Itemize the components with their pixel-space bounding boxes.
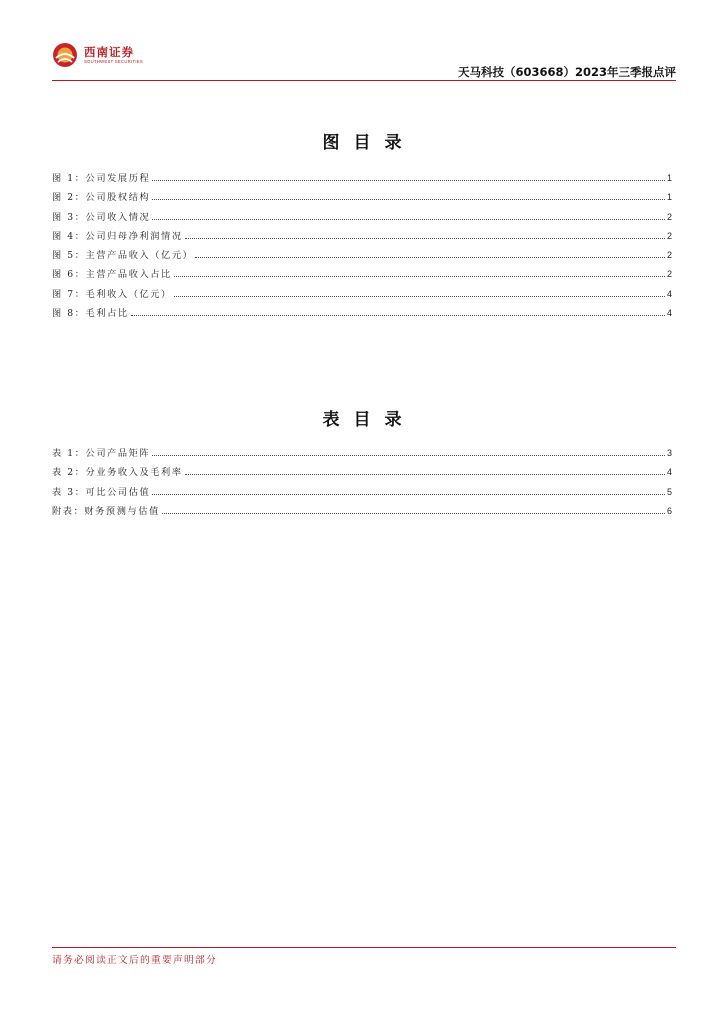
table-toc-entry[interactable] [52,445,672,464]
tables-toc-heading: 表目录 [322,410,416,430]
dot-leader [152,218,665,220]
toc-page-number: 4 [666,308,672,319]
dot-leader [131,314,665,316]
figure-toc-entry[interactable] [52,286,672,305]
toc-entry-label: 表 3：可比公司估值 [52,486,151,498]
toc-page-number: 1 [666,173,672,183]
figure-toc-entry[interactable] [52,209,672,228]
toc-entry-label: 图 5：主营产品收入（亿元） [52,250,194,262]
toc-page-number: 1 [666,192,672,203]
logo-english-name: SOUTHWEST SECURITIES [84,58,143,64]
disclaimer-note: 请务必阅读正文后的重要声明部分 [52,955,217,966]
southwest-securities-logo-icon [52,42,78,68]
table-toc-entry[interactable] [52,464,672,483]
toc-page-number: 6 [666,505,672,516]
figure-toc-entry[interactable] [52,170,672,189]
dot-leader [185,237,665,239]
dot-leader [174,295,665,297]
dot-leader [162,512,665,514]
toc-entry-label: 图 3：公司收入情况 [52,211,151,223]
figure-toc-entry[interactable] [52,305,672,324]
toc-page-number: 2 [666,250,672,261]
toc-entry-label: 图 4：公司归母净利润情况 [52,230,183,242]
toc-page-number: 2 [666,211,672,222]
toc-page-number: 3 [666,448,672,458]
dot-leader [152,454,665,456]
toc-page-number: 2 [666,269,672,280]
page-header [52,40,676,82]
toc-page-number: 2 [666,230,672,241]
dot-leader [152,179,665,181]
toc-entry-label: 图 7：毛利收入（亿元） [52,288,172,300]
toc-entry-label: 图 2：公司股权结构 [52,192,151,204]
toc-entry-label: 表 1：公司产品矩阵 [52,448,151,459]
toc-entry-label: 图 8：毛利占比 [52,308,129,320]
report-title: 天马科技（603668）2023年三季报点评 [457,65,676,79]
figure-toc-entry[interactable] [52,189,672,208]
figure-toc-entry[interactable] [52,266,672,285]
dot-leader [152,198,665,200]
company-logo [52,42,143,68]
dot-leader [174,275,665,277]
logo-chinese-name: 西南证券 [84,44,134,59]
figure-toc-entry[interactable] [52,247,672,266]
header-divider [52,80,676,81]
table-toc-entry[interactable] [52,503,672,522]
tables-toc-list [52,445,672,522]
dot-leader [152,493,665,495]
toc-page-number: 4 [666,288,672,299]
toc-entry-label: 附表：财务预测与估值 [52,505,160,517]
toc-entry-label: 图 1：公司发展历程 [52,173,151,184]
table-toc-entry[interactable] [52,484,672,503]
dot-leader [195,256,665,258]
figure-toc-entry[interactable] [52,228,672,247]
figures-toc-list [52,170,672,324]
figures-toc-heading: 图目录 [322,133,416,153]
toc-page-number: 5 [666,486,672,497]
dot-leader [185,473,665,475]
toc-entry-label: 表 2：分业务收入及毛利率 [52,467,183,479]
toc-entry-label: 图 6：主营产品收入占比 [52,269,172,281]
toc-page-number: 4 [666,467,672,478]
footer-divider [52,947,676,948]
